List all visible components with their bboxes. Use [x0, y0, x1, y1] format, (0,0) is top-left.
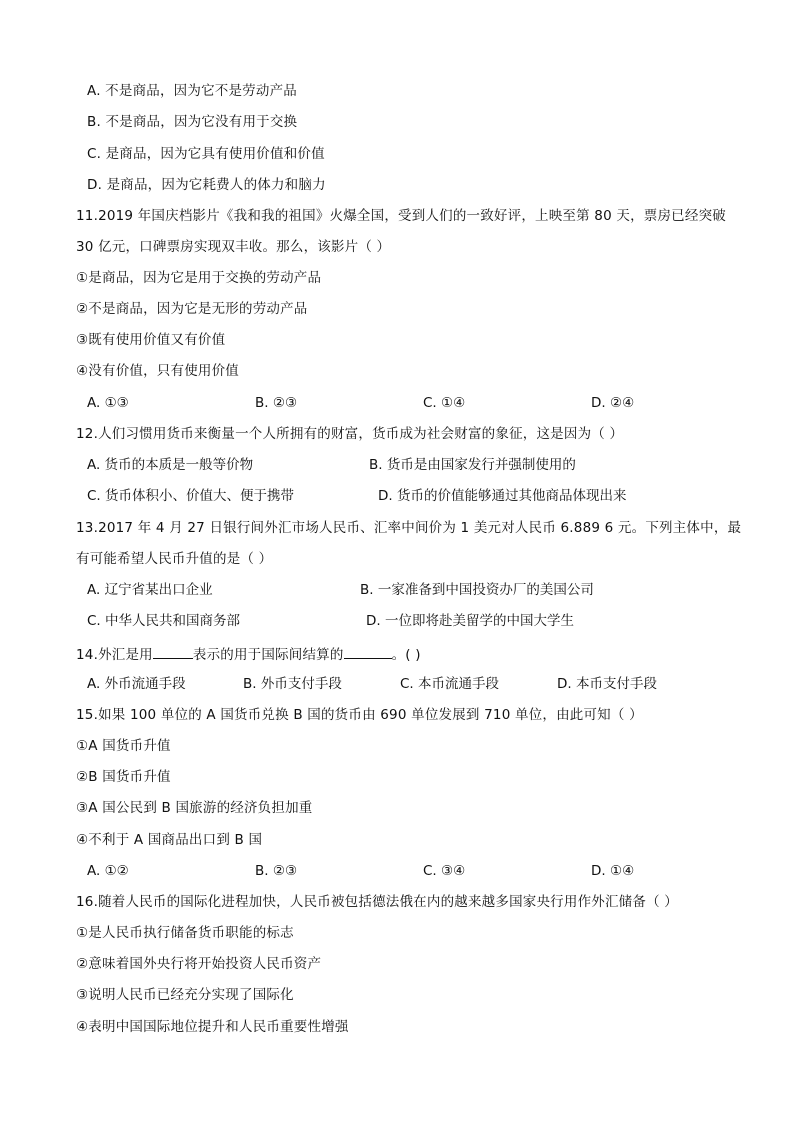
q15-option-d: D. ①④	[591, 863, 635, 879]
q13-stem-line1: 13.2017 年 4 月 27 日银行间外汇市场人民币、汇率中间价为 1 美元对人民币 6.889 6 元。下列主体中，最	[76, 520, 742, 536]
q12-option-a: A. 货币的本质是一般等价物	[87, 457, 254, 473]
q15-option-a: A. ①②	[87, 863, 129, 879]
q13-stem-line2: 有可能希望人民币升值的是（ ）	[76, 551, 273, 567]
q12-option-c: C. 货币体积小、价值大、便于携带	[87, 488, 295, 504]
q14-stem-part2: 表示的用于国际间结算的	[192, 647, 344, 663]
q14-blank-1	[153, 644, 193, 659]
q14-stem	[76, 644, 421, 664]
q15-item-4: ④不利于 A 国商品出口到 B 国	[76, 832, 263, 848]
q15-option-b: B. ②③	[255, 863, 298, 879]
q16-item-2: ②意味着国外央行将开始投资人民币资产	[76, 956, 322, 972]
q11-option-d: D. ②④	[591, 395, 635, 411]
q10-option-b: B. 不是商品，因为它没有用于交换	[87, 114, 298, 130]
q14-option-c: C. 本币流通手段	[400, 676, 500, 692]
q11-item-4: ④没有价值，只有使用价值	[76, 363, 240, 379]
q15-item-3: ③A 国公民到 B 国旅游的经济负担加重	[76, 800, 313, 816]
q16-item-1: ①是人民币执行储备货币职能的标志	[76, 925, 294, 941]
q10-option-a: A. 不是商品，因为它不是劳动产品	[87, 83, 297, 99]
q13-option-c: C. 中华人民共和国商务部	[87, 613, 241, 629]
q10-option-d: D. 是商品，因为它耗费人的体力和脑力	[87, 177, 326, 193]
q15-stem: 15.如果 100 单位的 A 国货币兑换 B 国的货币由 690 单位发展到 710 单位，由此可知（ ）	[76, 707, 643, 723]
q14-stem-part3: 。( )	[391, 647, 421, 663]
q11-item-1: ①是商品，因为它是用于交换的劳动产品	[76, 270, 322, 286]
q13-option-d: D. 一位即将赴美留学的中国大学生	[366, 613, 574, 629]
q11-item-3: ③既有使用价值又有价值	[76, 332, 226, 348]
q14-blank-2	[344, 644, 392, 659]
q12-stem: 12.人们习惯用货币来衡量一个人所拥有的财富，货币成为社会财富的象征，这是因为（ ）	[76, 426, 624, 442]
q10-option-c: C. 是商品，因为它具有使用价值和价值	[87, 146, 325, 162]
q11-item-2: ②不是商品，因为它是无形的劳动产品	[76, 301, 308, 317]
q11-stem-line1: 11.2019 年国庆档影片《我和我的祖国》火爆全国，受到人们的一致好评，上映至第 80 天，票房已经突破	[76, 208, 726, 224]
q15-item-1: ①A 国货币升值	[76, 738, 171, 754]
q11-option-a: A. ①③	[87, 395, 129, 411]
q11-option-c: C. ①④	[423, 395, 466, 411]
q15-item-2: ②B 国货币升值	[76, 769, 171, 785]
q14-stem-part1: 14.外汇是用	[76, 647, 153, 663]
q15-option-c: C. ③④	[423, 863, 466, 879]
q14-option-a: A. 外币流通手段	[87, 676, 186, 692]
q14-option-b: B. 外币支付手段	[243, 676, 342, 692]
q16-item-4: ④表明中国国际地位提升和人民币重要性增强	[76, 1019, 349, 1035]
q12-option-d: D. 货币的价值能够通过其他商品体现出来	[378, 488, 627, 504]
q11-stem-line2: 30 亿元，口碑票房实现双丰收。那么，该影片（ ）	[76, 239, 391, 255]
q16-item-3: ③说明人民币已经充分实现了国际化	[76, 987, 294, 1003]
q16-stem: 16.随着人民币的国际化进程加快，人民币被包括德法俄在内的越来越多国家央行用作外汇储备（ ）	[76, 894, 678, 910]
q13-option-b: B. 一家准备到中国投资办厂的美国公司	[360, 582, 594, 598]
q12-option-b: B. 货币是由国家发行并强制使用的	[369, 457, 576, 473]
q13-option-a: A. 辽宁省某出口企业	[87, 582, 213, 598]
q11-option-b: B. ②③	[255, 395, 298, 411]
q14-option-d: D. 本币支付手段	[557, 676, 657, 692]
